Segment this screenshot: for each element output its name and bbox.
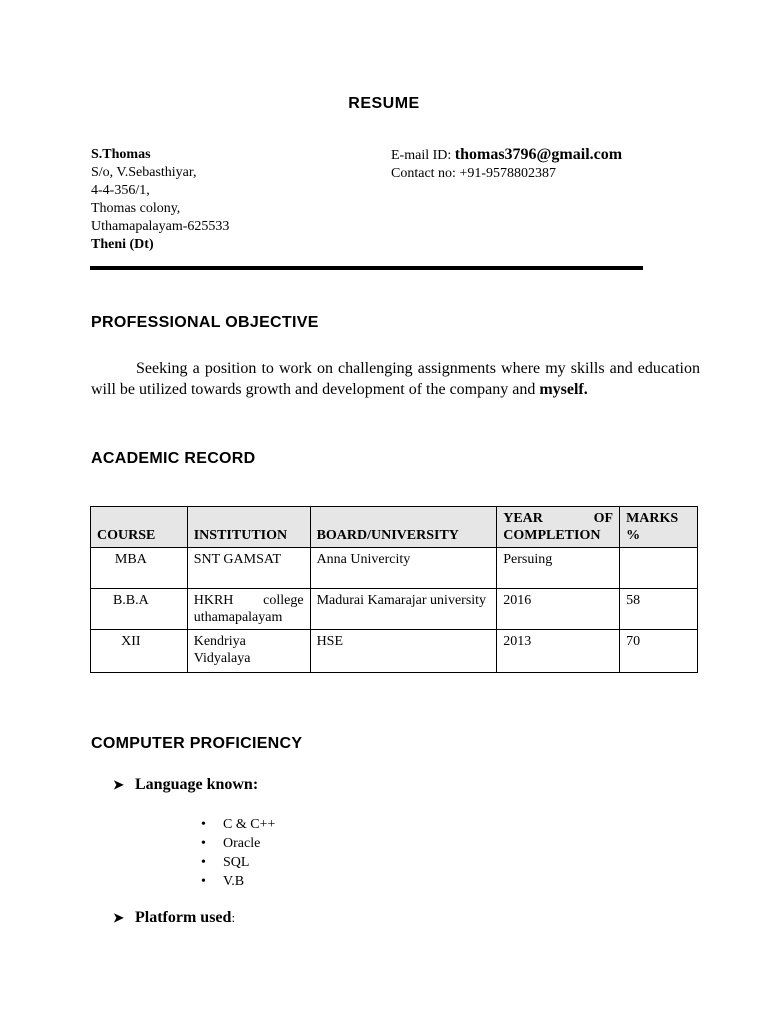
table-row — [91, 630, 698, 673]
table-cell: SNT GAMSAT — [187, 548, 310, 589]
table-cell: 2016 — [497, 589, 620, 630]
table-cell: HKRH college uthamapalayam — [187, 589, 310, 630]
candidate-name: S.Thomas — [91, 147, 151, 162]
objective-paragraph — [91, 358, 700, 400]
arrow-bullet-icon: ➤ — [113, 777, 124, 792]
objective-heading: PROFESSIONAL OBJECTIVE — [91, 314, 319, 331]
computer-heading: COMPUTER PROFICIENCY — [91, 735, 303, 752]
table-cell: Anna Univercity — [310, 548, 497, 589]
table-cell: B.B.A — [91, 589, 188, 630]
objective-text-end: myself. — [539, 381, 588, 398]
list-item: • C & C++ — [201, 815, 275, 834]
address-line: 4-4-356/1, — [91, 183, 150, 198]
table-cell: Kendriya Vidyalaya — [187, 630, 310, 673]
address-line: Thomas colony, — [91, 201, 181, 216]
email-address[interactable]: thomas3796@gmail.com — [454, 146, 623, 163]
languages-label: Language known: — [135, 776, 259, 793]
academic-table — [90, 506, 698, 673]
table-cell: HSE — [310, 630, 497, 673]
address-block — [91, 146, 229, 254]
address-district: Theni (Dt) — [91, 237, 154, 252]
column-header: INSTITUTION — [187, 507, 310, 548]
platform-item — [113, 909, 235, 927]
table-cell: 70 — [620, 630, 698, 673]
table-cell: Madurai Kamarajar university — [310, 589, 497, 630]
table-cell: MBA — [91, 548, 188, 589]
address-line: S/o, V.Sebasthiyar, — [91, 165, 197, 180]
column-header: MARKS % — [620, 507, 698, 548]
languages-list — [201, 815, 275, 891]
contact-block — [391, 146, 622, 183]
email-label: E-mail ID: — [391, 148, 455, 163]
column-header: COURSE — [91, 507, 188, 548]
table-row — [91, 589, 698, 630]
table-header-row — [91, 507, 698, 548]
languages-item — [113, 776, 258, 794]
document-title: RESUME — [348, 95, 420, 112]
list-item: • SQL — [201, 853, 275, 872]
column-header: YEAR OF COMPLETION — [497, 507, 620, 548]
list-item: • V.B — [201, 872, 275, 891]
table-row — [91, 548, 698, 589]
platform-label: Platform used — [135, 909, 232, 926]
column-header: BOARD/UNIVERSITY — [310, 507, 497, 548]
table-cell: 2013 — [497, 630, 620, 673]
table-cell — [620, 548, 698, 589]
table-cell: Persuing — [497, 548, 620, 589]
arrow-bullet-icon: ➤ — [113, 910, 124, 925]
email-line — [391, 146, 622, 165]
list-item: • Oracle — [201, 834, 275, 853]
objective-text: Seeking a position to work on challenging assignments where my skills and education will be utilized towards growth and development of the company and — [91, 360, 700, 398]
phone-line: Contact no: +91-9578802387 — [391, 166, 556, 181]
platform-colon: : — [231, 910, 236, 925]
table-cell: XII — [91, 630, 188, 673]
header-divider — [90, 266, 643, 270]
academic-heading: ACADEMIC RECORD — [91, 450, 256, 467]
table-cell: 58 — [620, 589, 698, 630]
address-line: Uthamapalayam-625533 — [91, 219, 230, 234]
